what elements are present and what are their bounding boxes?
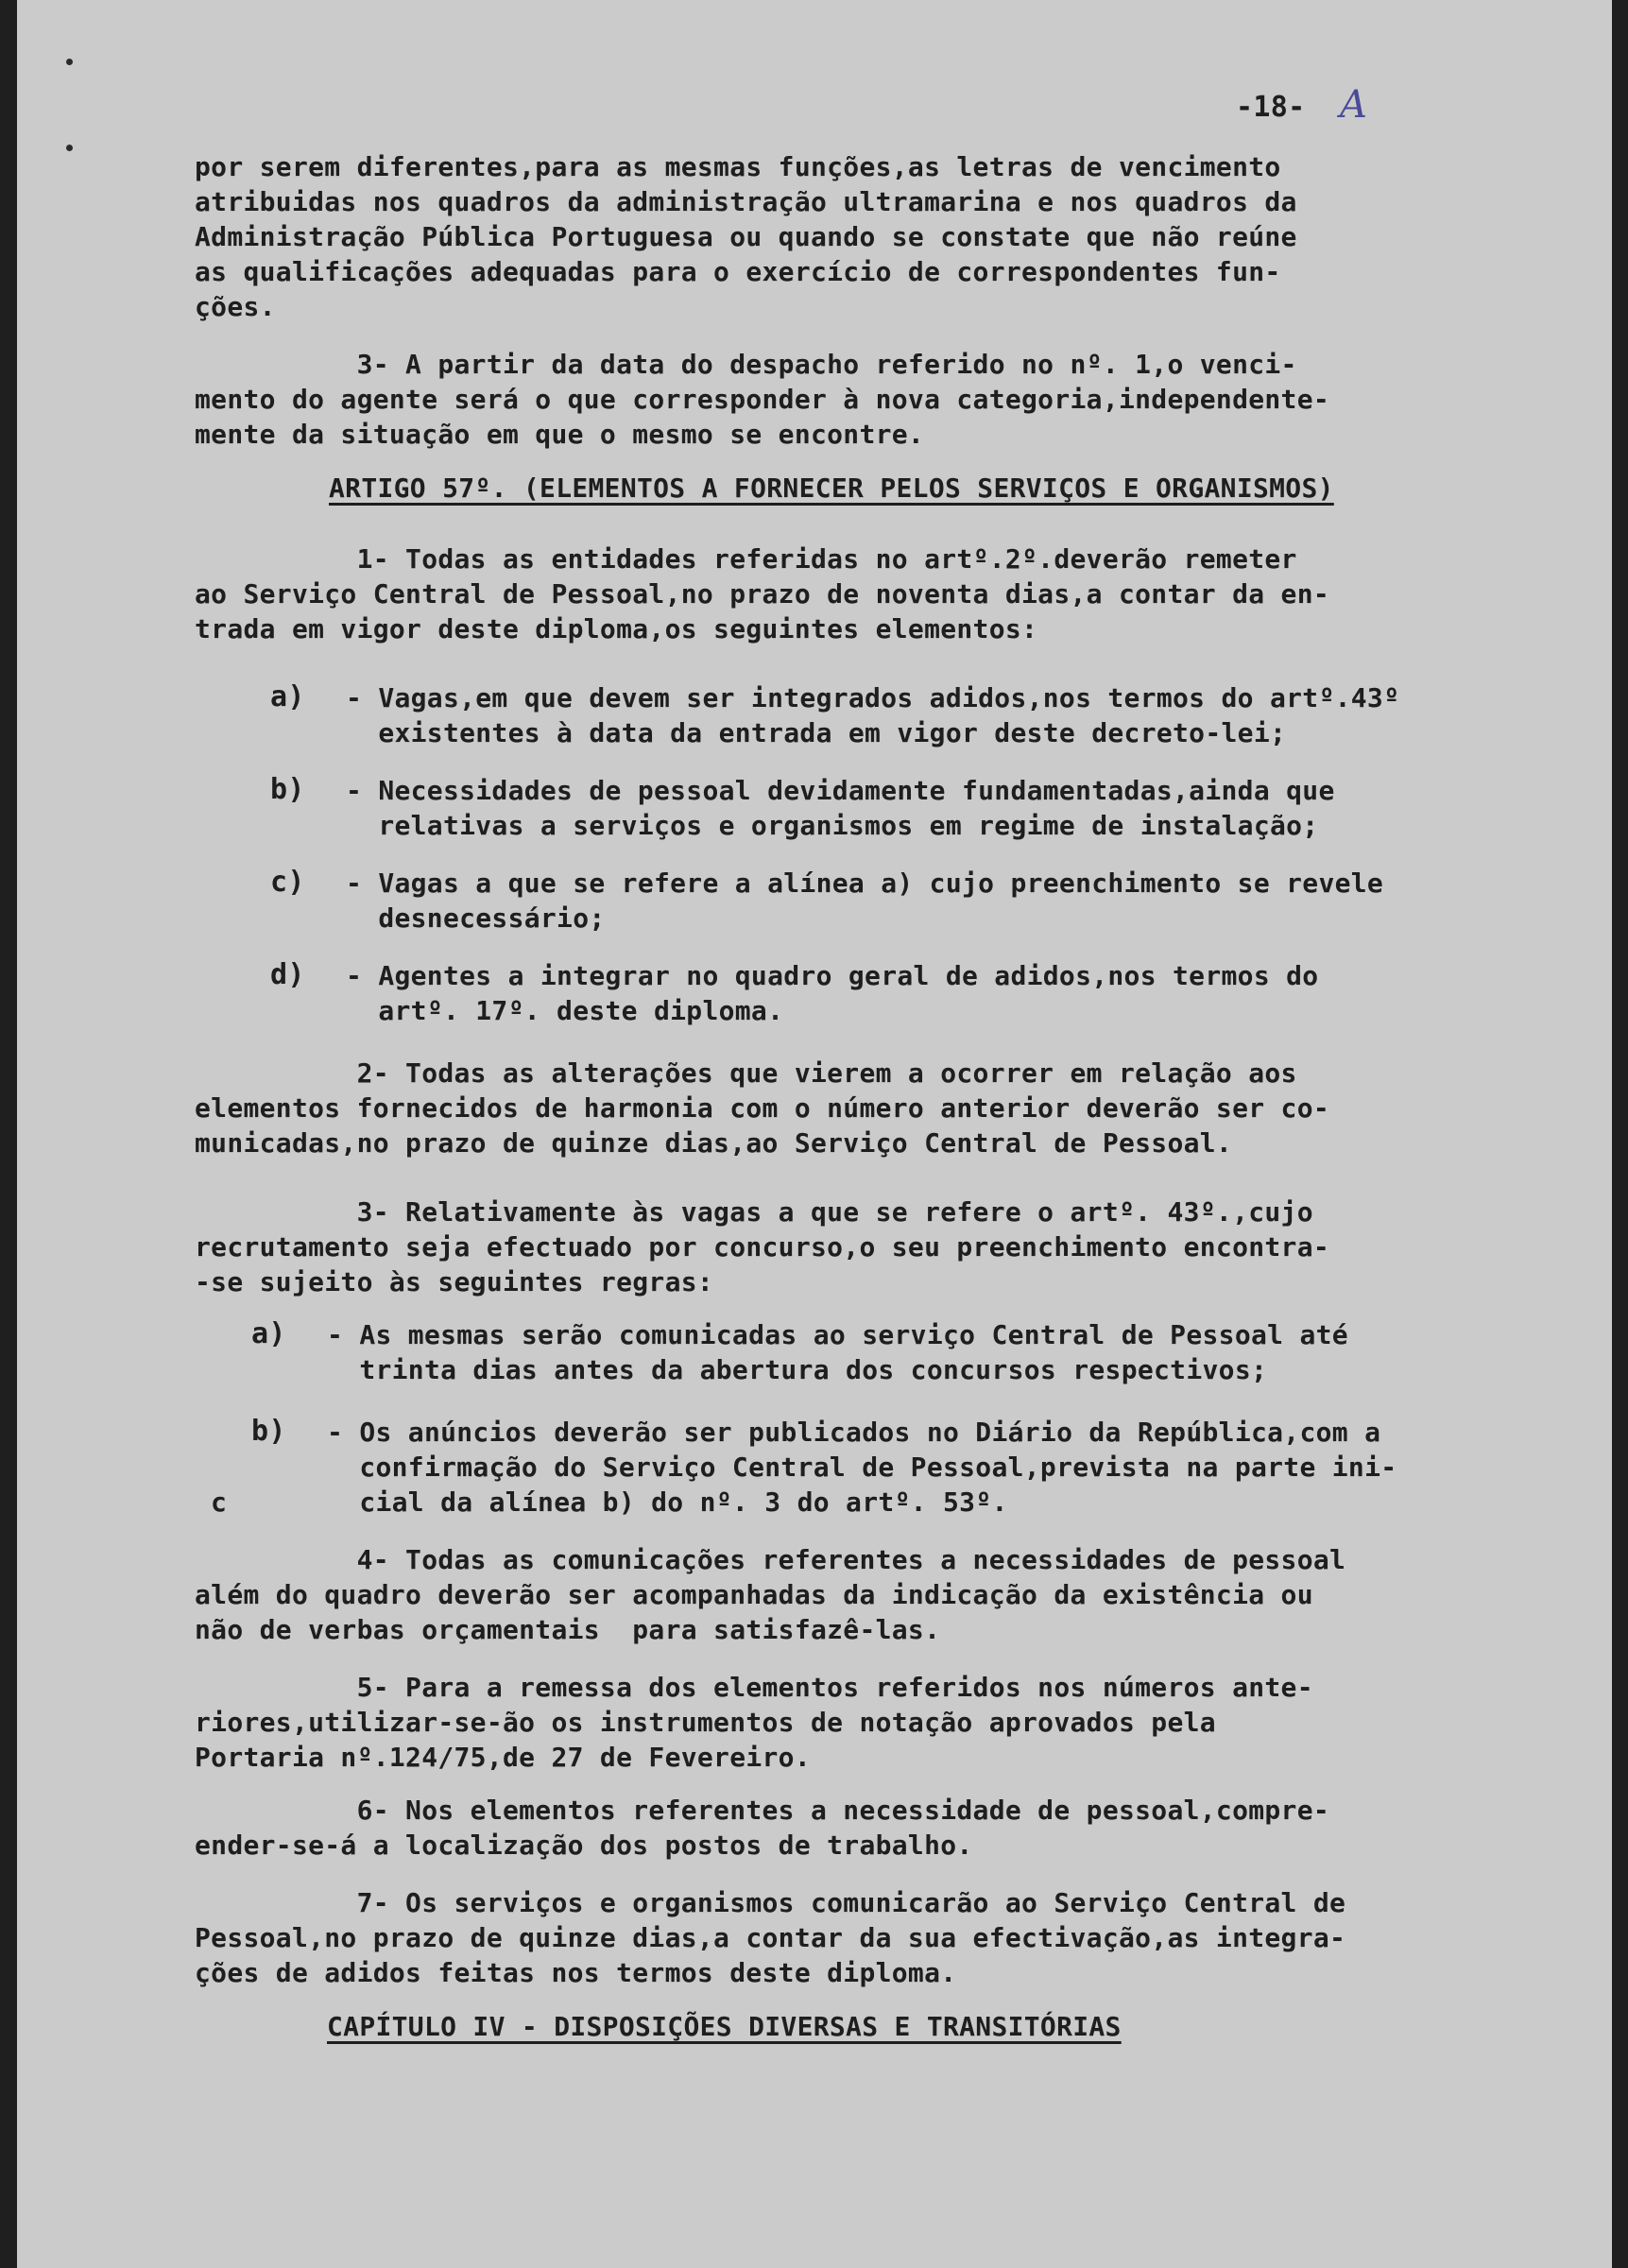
text-line: 6- Nos elementos referentes a necessidade de pessoal,compre- [195,1795,1330,1826]
text-line: artº. 17º. deste diploma. [346,995,784,1026]
text-line: 2- Todas as alterações que vierem a ocorrer em relação aos [195,1057,1297,1089]
page-number: -18- [1236,91,1306,124]
list-item [346,773,1584,843]
list-item [346,866,1584,936]
text-line: ao Serviço Central de Pessoal,no prazo de noventa dias,a contar da en- [195,578,1330,610]
text-line: riores,utilizar-se-ão os instrumentos de notação aprovados pela [195,1707,1216,1738]
text-line: mente da situação em que o mesmo se encontre. [195,419,925,450]
handwritten-page-mark: A [1340,83,1368,127]
text-line: mento do agente será o que corresponder à nova categoria,independente- [195,384,1330,415]
article-paragraph-1 [195,541,1574,646]
list-item [327,1415,1584,1520]
paragraph-3 [195,347,1574,452]
text-line: confirmação do Serviço Central de Pessoal,prevista na parte ini- [327,1452,1397,1483]
article-paragraph-7 [195,1885,1574,1990]
article-paragraph-6 [195,1793,1574,1863]
text-line: Pessoal,no prazo de quinze dias,a contar da sua efectivação,as integra- [195,1922,1346,1953]
punch-mark [66,59,73,65]
text-line: - Vagas,em que devem ser integrados adidos,nos termos do artº.43º [346,682,1400,713]
document-body [17,0,1612,2268]
text-line: municadas,no prazo de quinze dias,ao Serviço Central de Pessoal. [195,1127,1233,1159]
text-line: Portaria nº.124/75,de 27 de Fevereiro. [195,1742,811,1773]
item-label: a) [270,680,305,713]
article-paragraph-2 [195,1056,1574,1160]
text-line: não de verbas orçamentais para satisfazê-las. [195,1614,941,1645]
chapter-heading: CAPÍTULO IV - DISPOSIÇÕES DIVERSAS E TRANSITÓRIAS [327,2011,1122,2042]
margin-note: c [211,1486,228,1518]
text-line: recrutamento seja efectuado por concurso,o seu preenchimento encontra- [195,1231,1330,1263]
text-line: ender-se-á a localização dos postos de trabalho. [195,1830,973,1861]
item-label: d) [270,958,305,991]
text-line: 3- Relativamente às vagas a que se refere o artº. 43º.,cujo [195,1196,1313,1228]
text-line: 7- Os serviços e organismos comunicarão ao Serviço Central de [195,1887,1346,1918]
text-line: ções de adidos feitas nos termos deste diploma. [195,1957,957,1988]
text-line: Administração Pública Portuguesa ou quando se constate que não reúne [195,221,1297,252]
text-line: desnecessário; [346,902,606,934]
article-paragraph-5 [195,1670,1574,1775]
text-line: - As mesmas serão comunicadas ao serviço Central de Pessoal até [327,1319,1348,1350]
text-line: 1- Todas as entidades referidas no artº.2º.deverão remeter [195,543,1297,575]
text-line: elementos fornecidos de harmonia com o número anterior deverão ser co- [195,1092,1330,1124]
article-paragraph-4 [195,1542,1574,1647]
text-line: - Os anúncios deverão ser publicados no Diário da República,com a [327,1417,1381,1448]
document-page [17,0,1612,2268]
text-line: - Vagas a que se refere a alínea a) cujo preenchimento se revele [346,868,1384,899]
list-item [346,680,1584,750]
text-line: cial da alínea b) do nº. 3 do artº. 53º. [327,1486,1008,1518]
article-paragraph-3 [195,1194,1574,1299]
text-line: atribuidas nos quadros da administração ultramarina e nos quadros da [195,186,1297,217]
item-label: b) [270,773,305,806]
text-line: existentes à data da entrada em vigor deste decreto-lei; [346,717,1287,748]
item-label: c) [270,866,305,899]
text-line: por serem diferentes,para as mesmas funções,as letras de vencimento [195,151,1281,182]
list-item [346,958,1584,1028]
text-line: 5- Para a remessa dos elementos referidos nos números ante- [195,1672,1313,1703]
text-line: relativas a serviços e organismos em regime de instalação; [346,810,1319,841]
article-heading: ARTIGO 57º. (ELEMENTOS A FORNECER PELOS SERVIÇOS E ORGANISMOS) [329,472,1334,504]
text-line: trinta dias antes da abertura dos concursos respectivos; [327,1354,1268,1385]
item-label: a) [251,1317,286,1350]
text-line: além do quadro deverão ser acompanhadas da indicação da existência ou [195,1579,1313,1610]
text-line: 3- A partir da data do despacho referido no nº. 1,o venci- [195,349,1297,380]
text-line: - Necessidades de pessoal devidamente fundamentadas,ainda que [346,775,1335,806]
text-line: ções. [195,291,276,322]
item-label: b) [251,1415,286,1448]
list-item [327,1317,1584,1387]
punch-mark [66,145,73,151]
paragraph-continuation [195,149,1574,324]
text-line: 4- Todas as comunicações referentes a necessidades de pessoal [195,1544,1346,1575]
text-line: -se sujeito às seguintes regras: [195,1266,714,1297]
text-line: trada em vigor deste diploma,os seguintes elementos: [195,613,1038,644]
text-line: - Agentes a integrar no quadro geral de adidos,nos termos do [346,960,1319,991]
text-line: as qualificações adequadas para o exercício de correspondentes fun- [195,256,1281,287]
